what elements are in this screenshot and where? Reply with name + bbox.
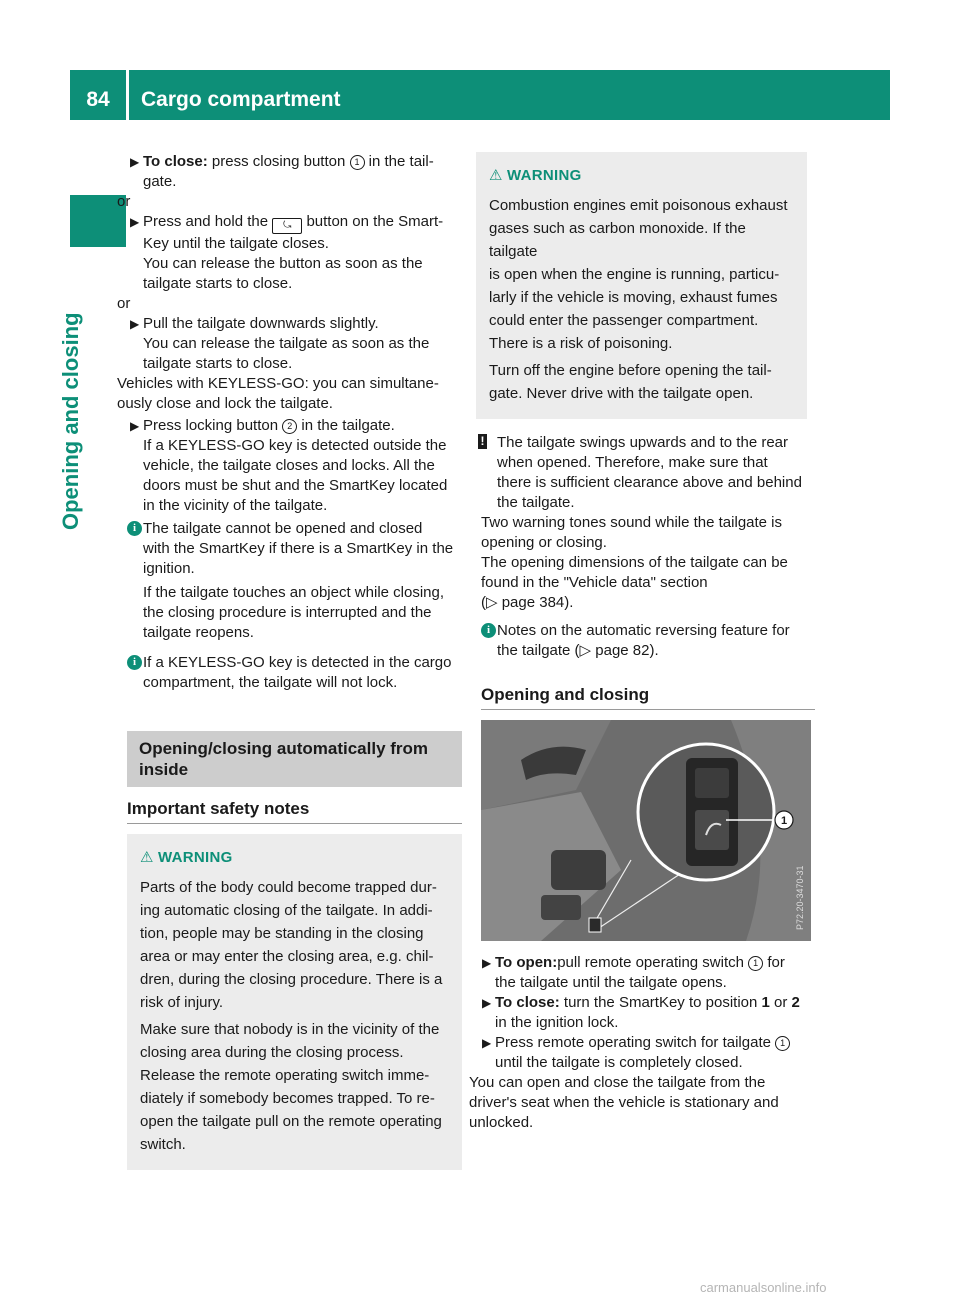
warning-text: open the tailgate pull on the remote operating [140,1113,442,1130]
step-arrow-icon: ▶ [130,155,140,169]
section-heading-line: inside [139,760,189,779]
step-text: Press and hold the [143,213,269,230]
info-text: If the tailgate touches an object while closing, [143,584,445,601]
info-text: The tailgate cannot be opened and closed [143,520,423,537]
step-text: in the tailgate. [301,417,395,434]
page-reference: (▷ page 384). [481,594,574,611]
body-text: unlocked. [469,1114,534,1131]
exclamation-icon: ! [478,434,487,449]
info-text: with the SmartKey if there is a SmartKey in the [143,540,454,557]
warning-text: Parts of the body could become trapped dur- [140,879,437,896]
step-label: To close: [143,153,208,170]
door-panel-illustration [481,720,811,941]
note-text: the tailgate. [497,494,575,511]
body-text: Vehicles with KEYLESS-GO: you can simultane- [117,375,439,392]
warning-text: diately if somebody becomes trapped. To re- [140,1090,435,1107]
warning-text: Combustion engines emit poisonous exhaust [489,197,788,214]
step-text: You can release the button as soon as the [143,255,423,272]
side-chapter-label: Opening and closing [58,312,83,530]
step-pull [117,314,462,374]
step-text: If a KEYLESS-GO key is detected outside the [143,437,447,454]
step-text: doors must be shut and the SmartKey located [143,477,448,494]
step-text: Key until the tailgate closes. [143,235,329,252]
step-text: until the tailgate is completely closed. [495,1054,743,1071]
info-note [117,653,462,693]
body-text: opening or closing. [481,534,607,551]
step-label: To open: [495,954,558,971]
callout-1-icon: 1 [775,1036,790,1051]
info-text: the tailgate (▷ page 82). [497,642,659,659]
watermark: carmanualsonline.info [700,1280,827,1295]
step-text: in the vicinity of the tailgate. [143,497,328,514]
warning-box [476,152,807,419]
body-text: Two warning tones sound while the tailgate is [481,514,783,531]
warning-text: closing area during the closing process. [140,1044,404,1061]
warning-text: could enter the passenger compartment. [489,312,759,329]
info-icon: i [127,655,142,670]
warning-text: gases such as carbon monoxide. If the tailgate [489,220,746,260]
right-column [469,152,815,1133]
callout-1-icon: 1 [350,155,365,170]
warning-text: risk of injury. [140,994,224,1011]
position-1: 1 [761,994,770,1011]
step-text: tailgate starts to close. [143,355,293,372]
step-text: press closing button [211,153,346,170]
step-text: Press remote operating switch for tailgate [495,1034,771,1051]
note-block [471,433,815,513]
step-arrow-icon: ▶ [482,1036,492,1050]
info-text: ignition. [143,560,195,577]
info-text: tailgate reopens. [143,624,254,641]
warning-triangle-icon: ⚠ [140,849,154,866]
step-lock [117,416,462,516]
step-smartkey [117,212,462,294]
step-text: in the ignition lock. [495,1014,619,1031]
step-open [469,953,815,993]
step-text: the tailgate until the tailgate opens. [495,974,727,991]
body-text: The opening dimensions of the tailgate can be [481,554,788,571]
warning-text: There is a risk of poisoning. [489,335,673,352]
warning-text: ing automatic closing of the tailgate. In addi- [140,902,433,919]
left-column [117,152,462,1170]
step-arrow-icon: ▶ [130,419,140,433]
info-text: Notes on the automatic reversing feature for [497,622,790,639]
info-icon: i [127,521,142,536]
step-close [117,152,462,192]
warning-text: tion, people may be standing in the closing [140,925,424,942]
step-label: To close: [495,994,560,1011]
step-text: for [767,954,785,971]
subsection-heading: Important safety notes [127,799,462,824]
info-text: If a KEYLESS-GO key is detected in the cargo [143,654,452,671]
or-text: or [117,193,131,210]
step-text: gate. [143,173,177,190]
body-text: driver's seat when the vehicle is stationary and [469,1094,779,1111]
warning-text: larly if the vehicle is moving, exhaust fumes [489,289,778,306]
door-switch-figure [481,720,811,941]
callout-2-icon: 2 [282,419,297,434]
info-icon: i [481,623,496,638]
body-text: You can open and close the tailgate from the [469,1074,766,1091]
note-text: when opened. Therefore, make sure that [497,454,768,471]
step-text: vehicle, the tailgate closes and locks. All the [143,457,435,474]
header-separator [126,70,129,120]
step-text: Pull the tailgate downwards slightly. [143,315,379,332]
section-heading [127,731,462,787]
section-heading-line: Opening/closing automatically from [139,739,429,758]
warning-title: WARNING [507,167,582,184]
figure-code: P72.20-3470-31 [795,865,805,930]
note-text: The tailgate swings upwards and to the rear [497,434,788,451]
warning-text: area or may enter the closing area, e.g. chil- [140,948,434,965]
page-number: 84 [86,88,110,111]
warning-text: dren, during the closing procedure. There is a [140,971,443,988]
warning-text: Make sure that nobody is in the vicinity of the [140,1021,440,1038]
position-2: 2 [791,994,800,1011]
step-arrow-icon: ▶ [482,956,492,970]
step-text: You can release the tailgate as soon as the [143,335,430,352]
warning-box [127,834,462,1170]
step-arrow-icon: ▶ [130,215,140,229]
info-text: the closing procedure is interrupted and the [143,604,432,621]
step-text: or [774,994,788,1011]
or-text: or [117,295,131,312]
info-note [471,621,815,661]
step-arrow-icon: ▶ [130,317,140,331]
step-text: tailgate starts to close. [143,275,293,292]
step-arrow-icon: ▶ [482,996,492,1010]
step-text: button on the Smart- [306,213,444,230]
note-text: there is sufficient clearance above and behind [497,474,802,491]
warning-text: switch. [140,1136,186,1153]
warning-text: gate. Never drive with the tailgate open. [489,385,754,402]
tailgate-key-icon: ⤿ [272,218,302,234]
warning-title: WARNING [158,849,233,866]
warning-text: is open when the engine is running, particu- [489,266,780,283]
figure-callout-1: 1 [780,815,788,827]
warning-heading [140,848,450,868]
warning-text: Release the remote operating switch imme- [140,1067,430,1084]
warning-heading [489,166,795,186]
step-remote-close [469,1033,815,1073]
step-text: pull remote operating switch [557,954,744,971]
warning-triangle-icon: ⚠ [489,167,503,184]
chapter-title: Cargo compartment [141,88,341,111]
step-close [469,993,815,1033]
body-text: found in the "Vehicle data" section [481,574,708,591]
callout-1-icon: 1 [748,956,763,971]
info-note [117,519,462,643]
step-text: Press locking button [143,417,279,434]
body-text: ously close and lock the tailgate. [117,395,333,412]
section-heading: Opening and closing [481,685,815,710]
step-text: turn the SmartKey to position [563,994,758,1011]
info-text: compartment, the tailgate will not lock. [143,674,398,691]
warning-text: Turn off the engine before opening the tail- [489,362,772,379]
step-text: in the tail- [368,153,434,170]
